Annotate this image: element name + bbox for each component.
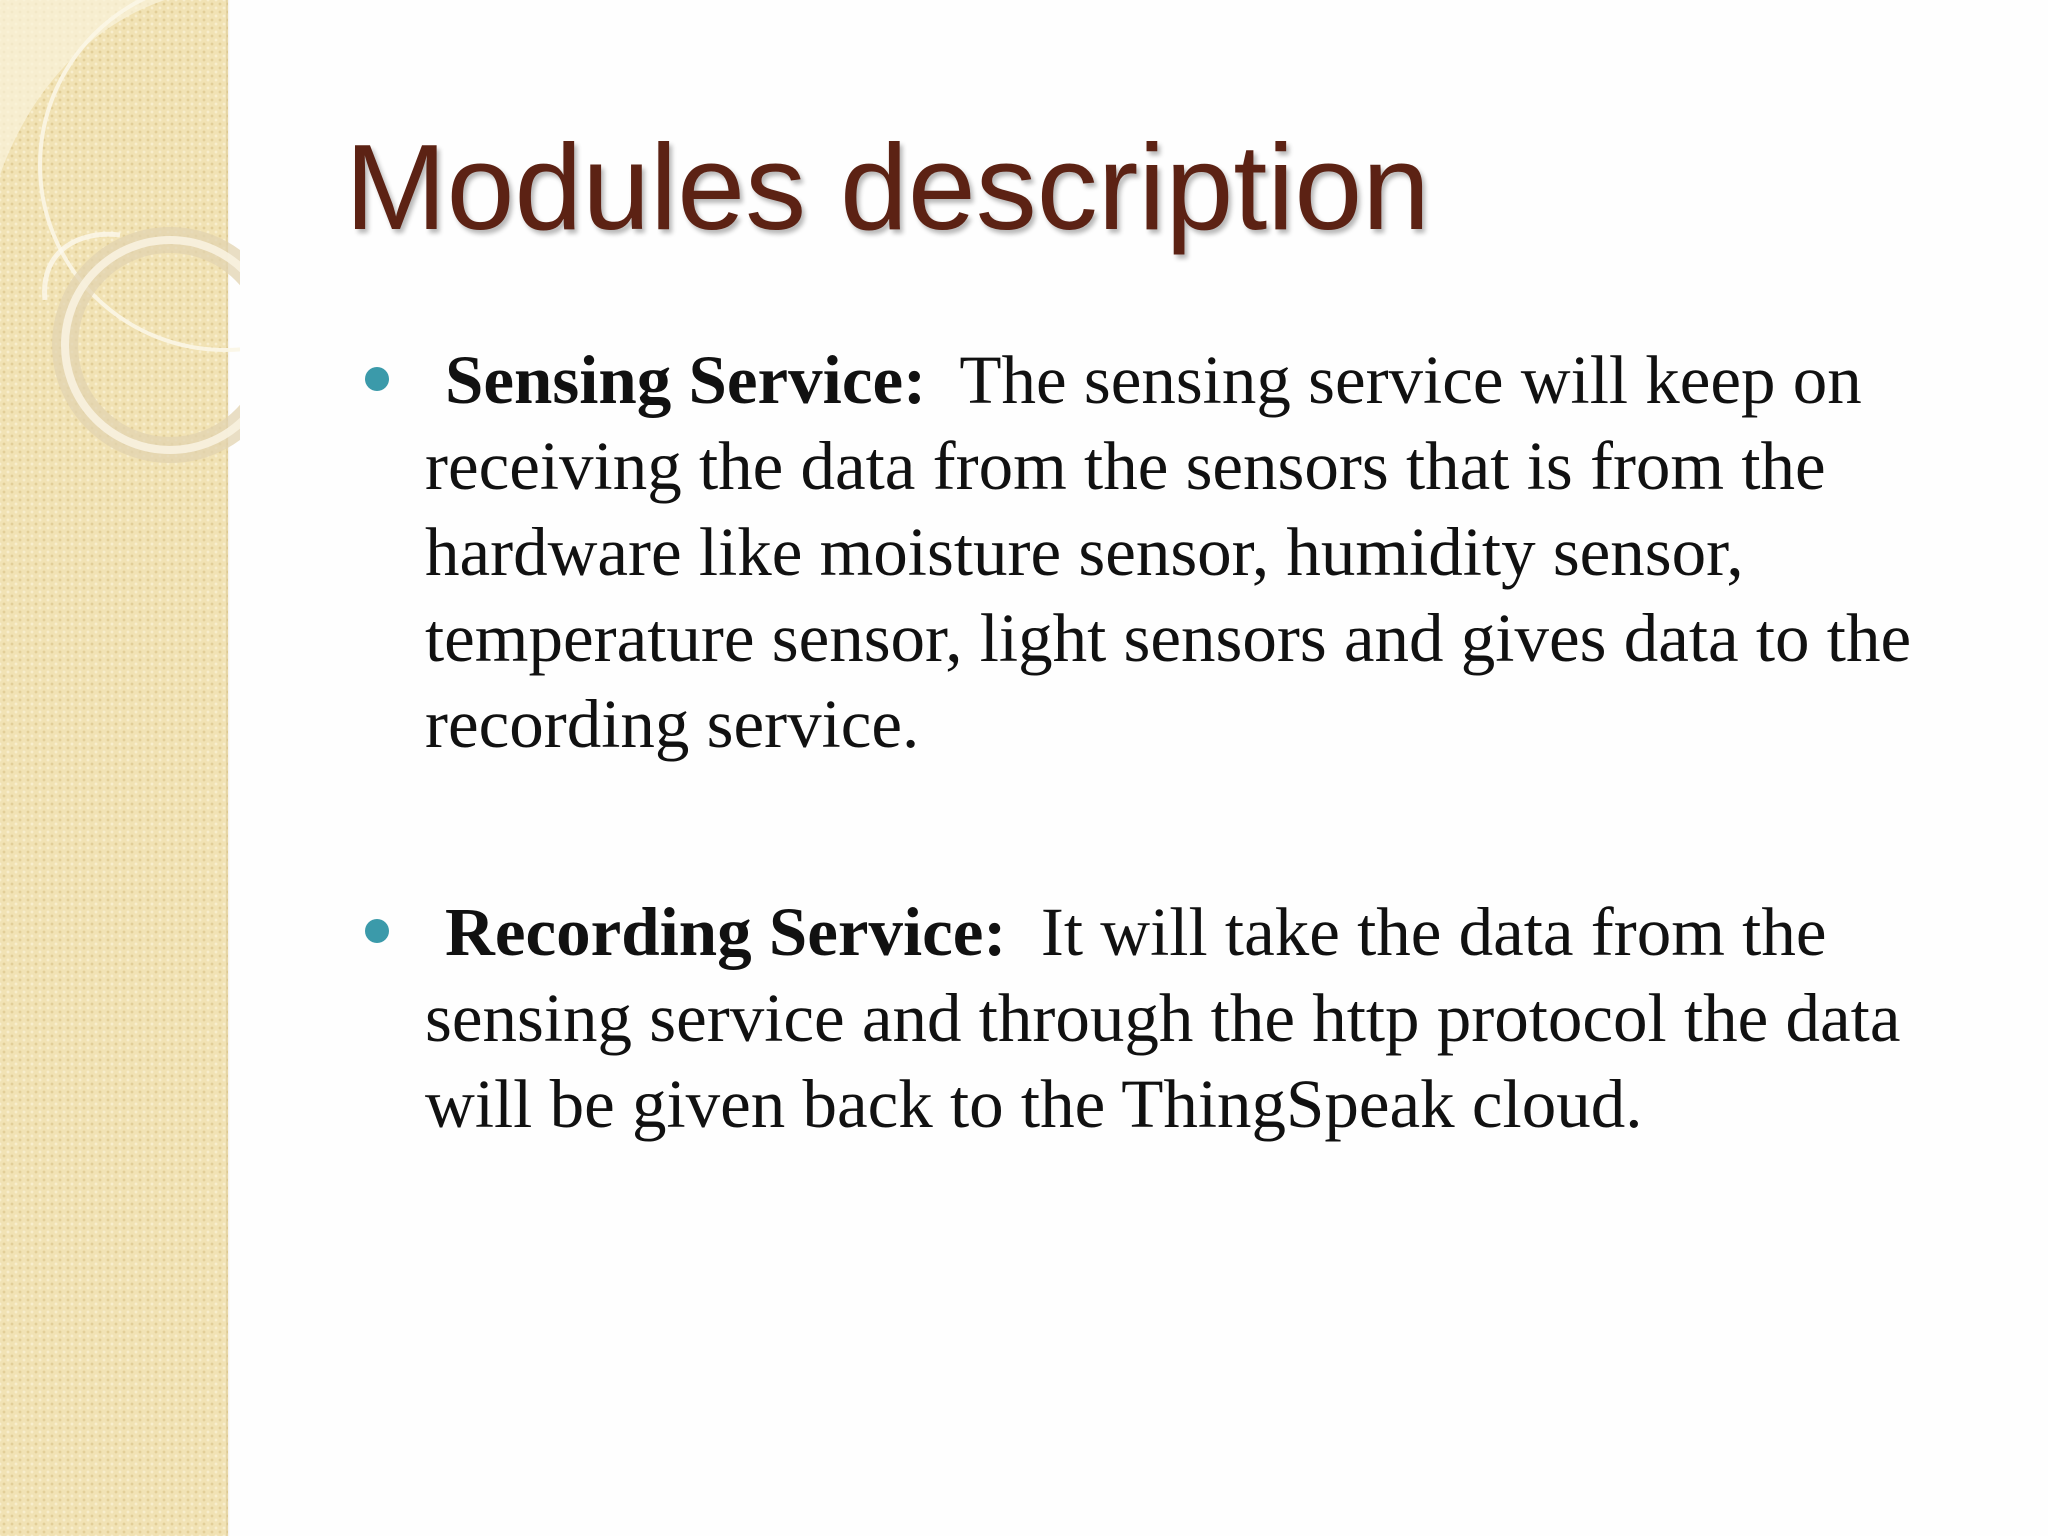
bullet-text: The sensing service will keep on receiving the data from the sensors that is from the hardware like moisture sensor, humidity sensor, temperature sensor, light sensors and gives data to the recording service. xyxy=(425,342,1912,762)
bullet-dot-icon xyxy=(365,367,389,391)
bullet-dot-icon xyxy=(365,919,389,943)
slide-title: Modules description xyxy=(345,119,1431,255)
bullet-term: Recording Service: xyxy=(445,894,1007,970)
bullet-term: Sensing Service: xyxy=(445,342,927,418)
decorative-rings xyxy=(0,0,240,520)
bullet-item-sensing-service xyxy=(425,337,2025,767)
bullet-item-recording-service xyxy=(425,889,2025,1147)
bullet-text: It will take the data from the sensing service and through the http protocol the data will be given back to the ThingSpeak cloud. xyxy=(425,894,1901,1142)
bullet-list xyxy=(425,337,2025,1147)
